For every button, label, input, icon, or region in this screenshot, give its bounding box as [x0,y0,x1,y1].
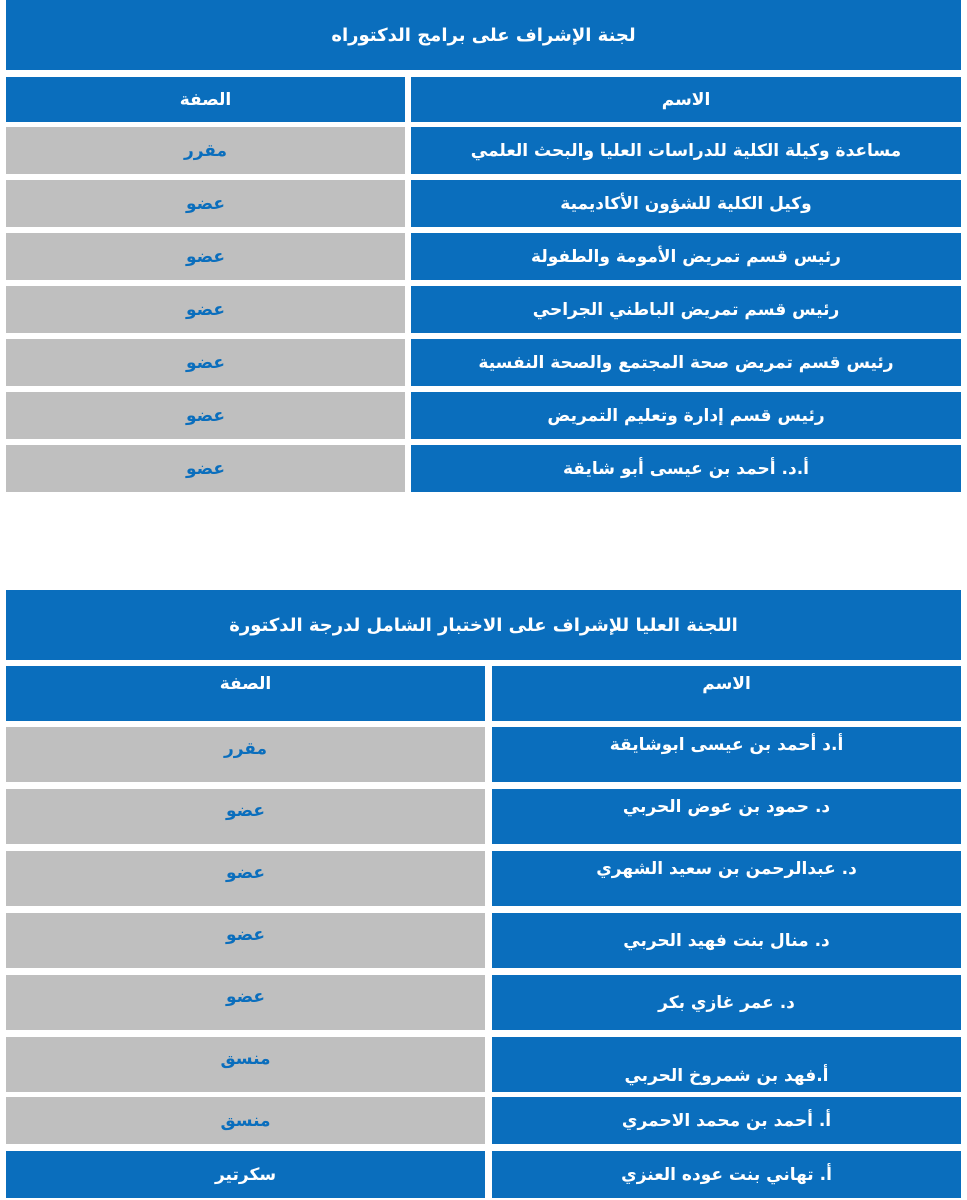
member-name: د. حمود بن عوض الحربي [492,789,961,844]
member-role: عضو [6,339,405,386]
member-role: عضو [6,975,485,1030]
member-name: أ.د أحمد بن عيسى ابوشايقة [492,727,961,782]
member-role: سكرتير [6,1151,485,1198]
member-name: رئيس قسم تمريض الأمومة والطفولة [411,233,961,280]
table-title: لجنة الإشراف على برامج الدكتوراه [6,0,961,70]
member-name: أ.فهد بن شمروخ الحربي [492,1037,961,1092]
table-row [6,392,961,439]
table-row [6,233,961,280]
header-role: الصفة [6,666,485,721]
member-name: رئيس قسم تمريض صحة المجتمع والصحة النفسية [411,339,961,386]
table-title: اللجنة العليا للإشراف على الاختبار الشامل لدرجة الدكتورة [6,590,961,660]
member-role: منسق [6,1037,485,1092]
phd-supervision-committee-table [6,0,961,495]
member-role: مقرر [6,727,485,782]
table-row [6,913,961,968]
table-row [6,851,961,906]
member-name: أ.د. أحمد بن عيسى أبو شايقة [411,445,961,492]
header-row [6,77,961,122]
member-role: منسق [6,1097,485,1144]
member-name: د. منال بنت فهيد الحربي [492,913,961,968]
table-row [6,127,961,174]
table-row [6,1151,961,1198]
member-role: عضو [6,913,485,968]
header-row [6,666,961,721]
table-row [6,180,961,227]
member-name: وكيل الكلية للشؤون الأكاديمية [411,180,961,227]
member-name: أ. تهاني بنت عوده العنزي [492,1151,961,1198]
table-row [6,286,961,333]
table-row [6,1097,961,1144]
table-row [6,727,961,782]
member-name: أ. أحمد بن محمد الاحمري [492,1097,961,1144]
member-role: عضو [6,392,405,439]
member-name: رئيس قسم إدارة وتعليم التمريض [411,392,961,439]
table-row [6,445,961,492]
member-role: عضو [6,851,485,906]
member-name: د. عبدالرحمن بن سعيد الشهري [492,851,961,906]
member-role: عضو [6,789,485,844]
table-row [6,789,961,844]
member-name: رئيس قسم تمريض الباطني الجراحي [411,286,961,333]
table-row [6,1037,961,1092]
member-role: عضو [6,286,405,333]
header-name: الاسم [411,77,961,122]
comprehensive-exam-committee-table [6,590,961,1200]
header-name: الاسم [492,666,961,721]
header-role: الصفة [6,77,405,122]
member-name: د. عمر غازي بكر [492,975,961,1030]
member-role: عضو [6,180,405,227]
member-role: عضو [6,233,405,280]
member-name: مساعدة وكيلة الكلية للدراسات العليا والبحث العلمي [411,127,961,174]
table-row [6,339,961,386]
member-role: عضو [6,445,405,492]
table-row [6,975,961,1030]
member-role: مقرر [6,127,405,174]
